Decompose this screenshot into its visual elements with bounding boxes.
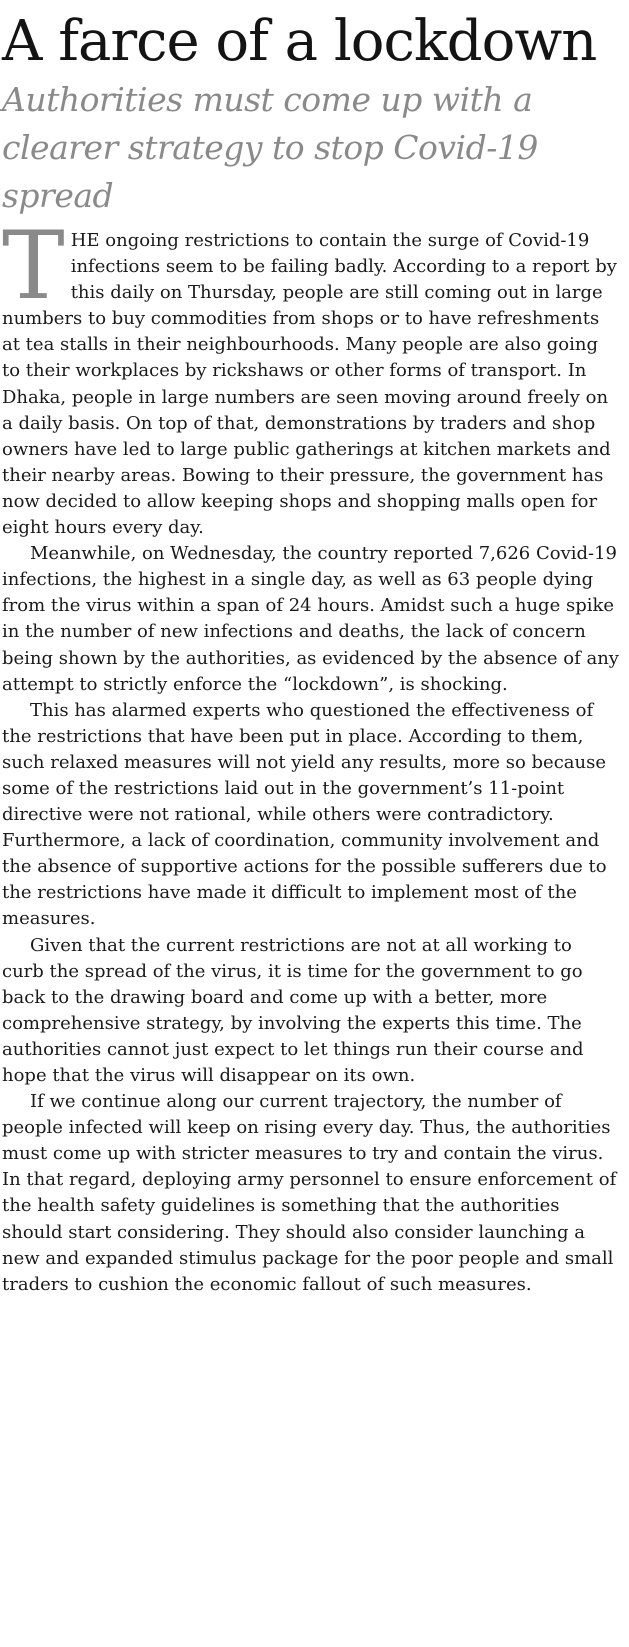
drop-cap: T [2,212,65,321]
paragraph-2: Meanwhile, on Wednesday, the country reported 7,626 Covid-19 infections, the highest in a single day, as well as 63 people dying from the virus within a span of 24 hours. Amidst such a huge spike in the number of new infections and deaths, the lack of concern being shown by the authorities, as evidenced by the absence of any attempt to strictly enforce the “lockdown”, is shocking. [2,543,619,695]
headline: A farce of a lockdown [2,9,597,74]
article-body [2,212,619,1298]
paragraph-4: Given that the current restrictions are not at all working to curb the spread of the virus, it is time for the government to go back to the drawing board and come up with a better, more comprehensive strategy, by involving the experts this time. The authorities cannot just expect to let things run their course and hope that the virus will disappear on its own. [2,934,584,1086]
paragraph-1 [2,212,619,541]
subheadline: Authorities must come up with a clearer strategy to stop Covid-19 spread [2,80,538,215]
paragraph-3: This has alarmed experts who questioned the effectiveness of the restrictions that have been put in place. According to them, such relaxed measures will not yield any results, more so because some of the restrictions laid out in the government’s 11-point directive were not rational, while others were contradictory. Furthermore, a lack of coordination, community involvement and the absence of supportive actions for the possible sufferers due to the restrictions have made it difficult to implement most of the measures. [2,699,607,930]
paragraph-5: If we continue along our current trajectory, the number of people infected will keep on rising every day. Thus, the authorities must come up with stricter measures to try and contain the virus. In that regard, deploying army personnel to ensure enforcement of the health safety guidelines is something that the authorities should start considering. They should also consider launching a new and expanded stimulus package for the poor people and small traders to cushion the economic fallout of such measures. [2,1091,617,1295]
paragraph-text: HE ongoing restrictions to contain the surge of Covid-19 infections seem to be failing badly. According to a report by this daily on Thursday, people are still coming out in large numbers to buy commodities from shops or to have refreshments at tea stalls in their neighbourhoods. Many people are also going to their workplaces by rickshaws or other forms of transport. In Dhaka, people in large numbers are seen moving around freely on a daily basis. On top of that, demonstrations by traders and shop owners have led to large public gatherings at kitchen markets and their nearby areas. Bowing to their pressure, the government has now decided to allow keeping shops and shopping malls open for eight hours every day. [2,230,617,539]
